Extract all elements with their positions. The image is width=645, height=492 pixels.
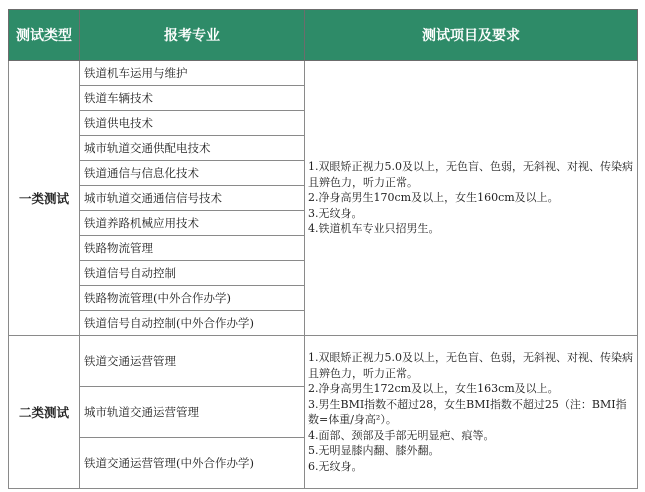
requirement-item: 5.无明显膝内翻、膝外翻。 xyxy=(308,444,440,457)
requirements-table-container xyxy=(8,9,637,488)
category-cell: 二类测试 xyxy=(9,336,80,489)
requirement-item: 2.净身高男生172cm及以上，女生163cm及以上。 xyxy=(308,382,559,395)
major-cell: 铁道供电技术 xyxy=(80,111,305,136)
major-cell: 城市轨道交通供配电技术 xyxy=(80,136,305,161)
major-cell: 铁路物流管理 xyxy=(80,236,305,261)
requirement-item: 6.无纹身。 xyxy=(308,459,363,473)
requirement-item: 4.面部、颈部及手部无明显疤、痕等。 xyxy=(308,428,495,442)
requirement-item: 3.男生BMI指数不超过28，女生BMI指数不超过25（注：BMI指数=体重/身高²）。 xyxy=(308,397,627,426)
requirement-item: 3.无纹身。 xyxy=(308,206,363,220)
header-test-type: 测试类型 xyxy=(9,10,80,61)
major-cell: 铁道信号自动控制(中外合作办学) xyxy=(80,311,305,336)
requirement-item: 4.铁道机车专业只招男生。 xyxy=(308,222,440,236)
major-cell: 铁道通信与信息化技术 xyxy=(80,161,305,186)
requirements-cell xyxy=(305,336,638,489)
header-major: 报考专业 xyxy=(80,10,305,61)
header-row xyxy=(9,10,638,61)
major-cell: 城市轨道交通运营管理 xyxy=(80,387,305,438)
major-cell: 铁道交通运营管理 xyxy=(80,336,305,387)
major-cell: 铁道养路机械应用技术 xyxy=(80,211,305,236)
major-cell: 铁道车辆技术 xyxy=(80,86,305,111)
major-cell: 铁道交通运营管理(中外合作办学) xyxy=(80,438,305,489)
major-cell: 铁道信号自动控制 xyxy=(80,261,305,286)
requirements-table xyxy=(8,9,638,489)
major-cell: 铁道机车运用与维护 xyxy=(80,61,305,86)
major-cell: 城市轨道交通通信信号技术 xyxy=(80,186,305,211)
requirement-item: 1.双眼矫正视力5.0及以上，无色盲、色弱，无斜视、对视、传染病且辨色力，听力正常。 xyxy=(308,351,633,380)
requirement-item: 1.双眼矫正视力5.0及以上，无色盲、色弱，无斜视、对视、传染病且辨色力，听力正常。 xyxy=(308,160,633,189)
requirements-cell xyxy=(305,61,638,336)
major-cell: 铁路物流管理(中外合作办学) xyxy=(80,286,305,311)
table-row xyxy=(9,61,638,86)
category-cell: 一类测试 xyxy=(9,61,80,336)
header-requirements: 测试项目及要求 xyxy=(305,10,638,61)
table-row xyxy=(9,336,638,387)
requirement-item: 2.净身高男生170cm及以上，女生160cm及以上。 xyxy=(308,191,559,205)
